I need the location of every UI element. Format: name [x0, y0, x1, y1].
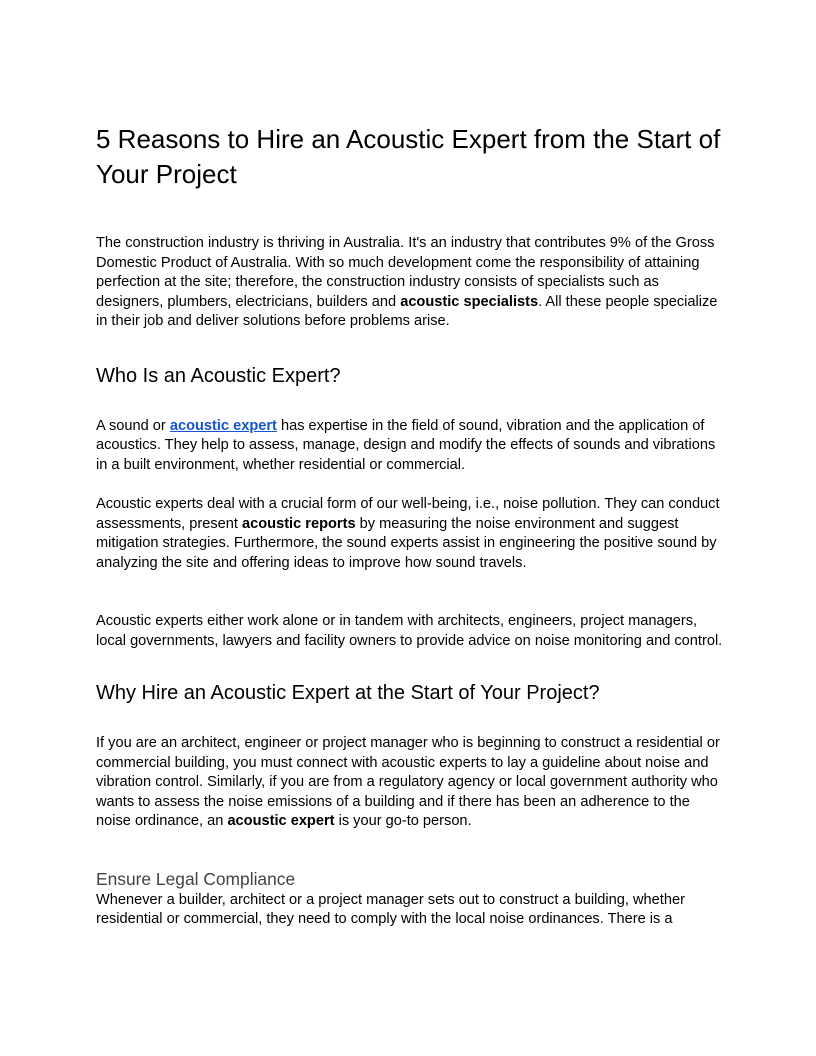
- section1-p2-text-after: by measuring the noise environment and suggest mitigation strategies. Furthermore, the sound experts assist in engineering the positive sound by analyzing the site and offering ideas to improve how sound travels.: [96, 515, 717, 571]
- section1-paragraph-1: [96, 417, 726, 476]
- intro-text-after: . All these people specialize in their job and deliver solutions before problems arise.: [96, 293, 718, 329]
- section1-paragraph-3: Acoustic experts either work alone or in tandem with architects, engineers, project managers, local governments, lawyers and facility owners to provide advice on noise monitoring and control.: [96, 613, 723, 649]
- subsection-heading-legal-compliance: Ensure Legal Compliance: [96, 868, 296, 889]
- document-page: [96, 122, 726, 930]
- document-title: 5 Reasons to Hire an Acoustic Expert from the Start of Your Project: [96, 124, 721, 189]
- section1-p2-bold-acoustic-reports: acoustic reports: [242, 515, 356, 532]
- section2-p1-text-after: is your go-to person.: [334, 813, 472, 829]
- intro-text-before: The construction industry is thriving in Australia. It's an industry that contributes 9% of the Gross Domestic Product of Australia. With so much development come the responsibility of attaining perfection at the site; therefore, the construction industry consists of specialists such as designers, plumbers, electricians, builders and: [96, 235, 715, 310]
- intro-bold-acoustic-specialists: acoustic specialists: [400, 293, 539, 310]
- section1-p1-text-before: A sound or: [96, 417, 170, 434]
- acoustic-expert-link[interactable]: acoustic expert: [169, 417, 277, 434]
- section2-p1-bold-acoustic-expert: acoustic expert: [227, 813, 335, 829]
- section1-p2-text-before: Acoustic experts deal with a crucial form of our well-being, i.e., noise pollution. They can conduct assessments, present: [96, 496, 720, 532]
- section1-paragraph-2: [96, 495, 726, 573]
- section2-paragraph-1: [96, 734, 726, 832]
- section-heading-who-is: Who Is an Acoustic Expert?: [96, 364, 341, 387]
- section-heading-why-hire: Why Hire an Acoustic Expert at the Start of Your Project?: [96, 682, 600, 704]
- section2-p1-text-before: If you are an architect, engineer or project manager who is beginning to construct a residential or commercial building, you must connect with acoustic experts to lay a guideline about noise and vibration control. Similarly, if you are from a regulatory agency or local government authority who wants to assess the noise emissions of a building and if there has been an adherence to the noise ordinance, an: [96, 735, 720, 829]
- intro-paragraph: [96, 234, 726, 332]
- subsection1-paragraph-1: Whenever a builder, architect or a project manager sets out to construct a building, whether residential or commercial, they need to comply with the local noise ordinances. There is a: [96, 891, 685, 927]
- section1-p1-text-after: has expertise in the field of sound, vibration and the application of acoustics. They help to assess, manage, design and modify the effects of sounds and vibrations in a built environment, whether residential or commercial.: [96, 417, 716, 473]
